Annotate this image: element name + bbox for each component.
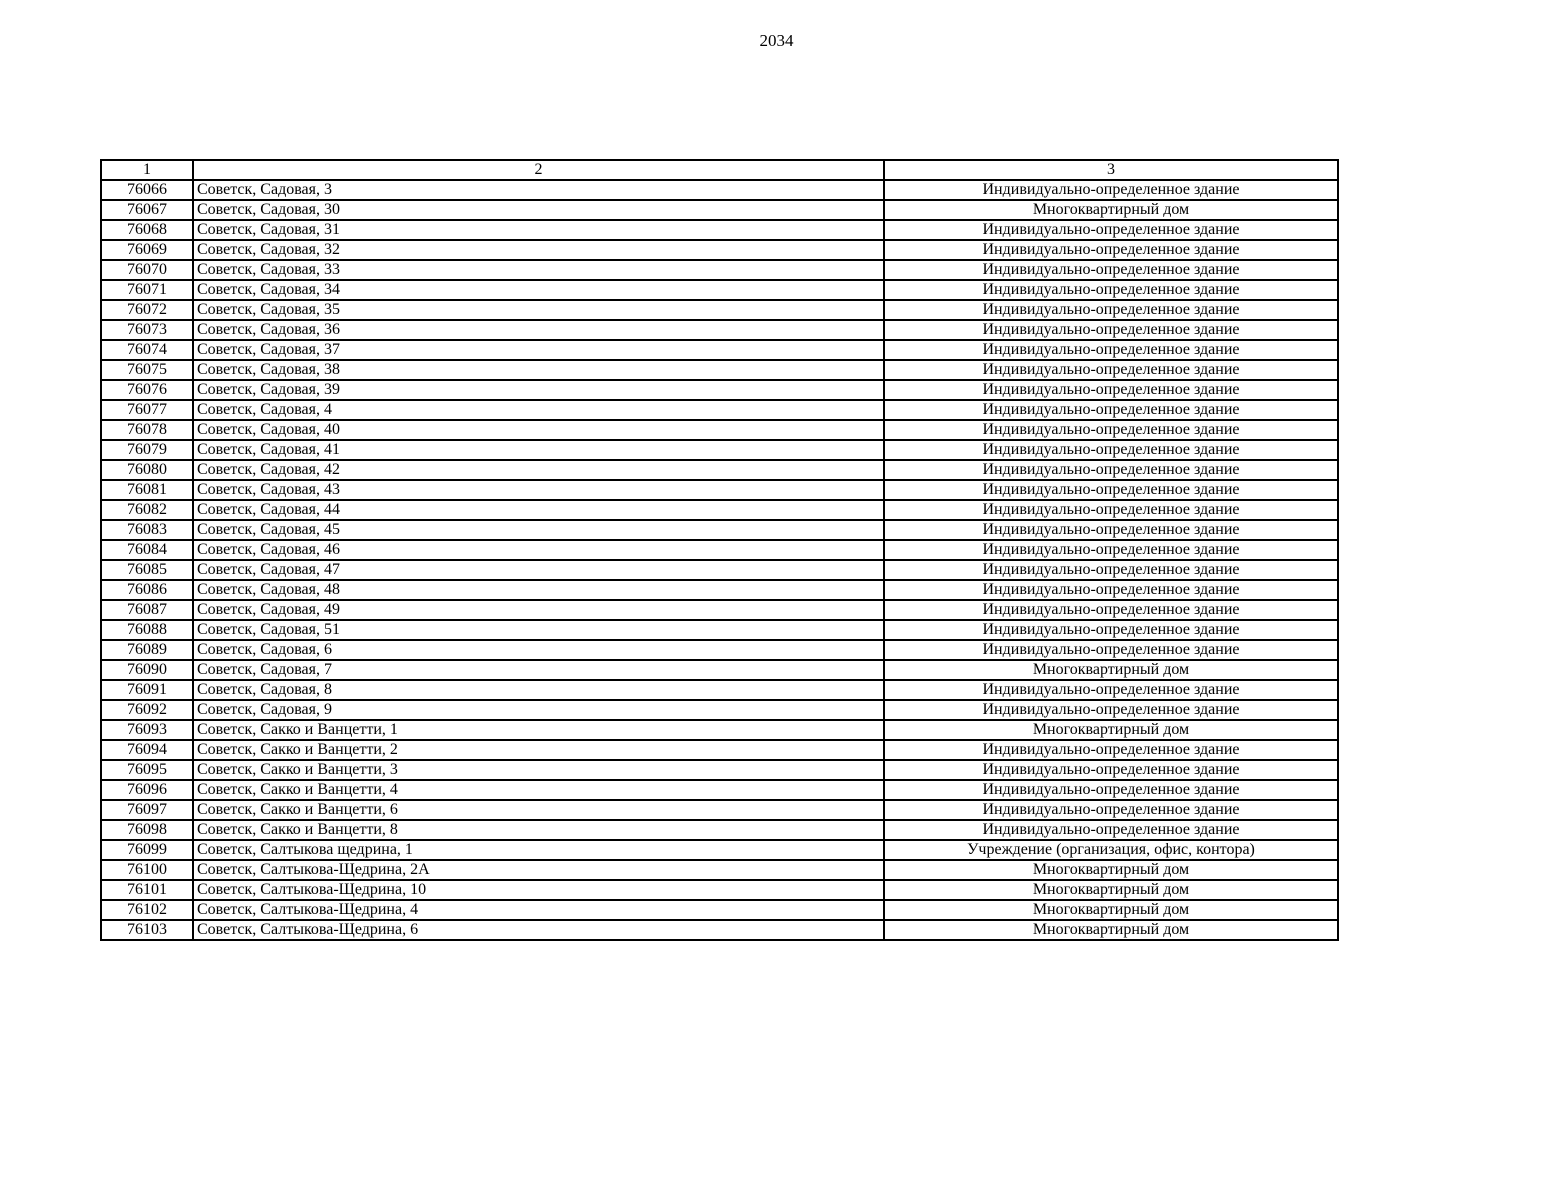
building-type-cell: Учреждение (организация, офис, контора): [884, 840, 1338, 860]
building-type-cell: Многоквартирный дом: [884, 720, 1338, 740]
row-number-cell: 76073: [101, 320, 193, 340]
building-type-cell: Индивидуально-определенное здание: [884, 420, 1338, 440]
row-number-cell: 76095: [101, 760, 193, 780]
address-cell: Советск, Садовая, 9: [193, 700, 884, 720]
building-type-cell: Индивидуально-определенное здание: [884, 540, 1338, 560]
building-type-cell: Индивидуально-определенное здание: [884, 520, 1338, 540]
address-cell: Советск, Садовая, 44: [193, 500, 884, 520]
column-header-3: 3: [884, 160, 1338, 180]
address-cell: Советск, Сакко и Ванцетти, 2: [193, 740, 884, 760]
row-number-cell: 76078: [101, 420, 193, 440]
row-number-cell: 76092: [101, 700, 193, 720]
building-type-cell: Индивидуально-определенное здание: [884, 800, 1338, 820]
building-type-cell: Многоквартирный дом: [884, 660, 1338, 680]
table-row: [101, 260, 1338, 280]
table-row: [101, 300, 1338, 320]
column-header-2: 2: [193, 160, 884, 180]
row-number-cell: 76100: [101, 860, 193, 880]
table-row: [101, 280, 1338, 300]
row-number-cell: 76080: [101, 460, 193, 480]
table-row: [101, 740, 1338, 760]
building-type-cell: Индивидуально-определенное здание: [884, 240, 1338, 260]
row-number-cell: 76068: [101, 220, 193, 240]
row-number-cell: 76099: [101, 840, 193, 860]
table-row: [101, 200, 1338, 220]
row-number-cell: 76096: [101, 780, 193, 800]
address-cell: Советск, Садовая, 32: [193, 240, 884, 260]
row-number-cell: 76093: [101, 720, 193, 740]
address-cell: Советск, Садовая, 37: [193, 340, 884, 360]
table-row: [101, 920, 1338, 940]
table-row: [101, 800, 1338, 820]
row-number-cell: 76066: [101, 180, 193, 200]
table-row: [101, 580, 1338, 600]
row-number-cell: 76077: [101, 400, 193, 420]
address-cell: Советск, Садовая, 8: [193, 680, 884, 700]
address-cell: Советск, Садовая, 31: [193, 220, 884, 240]
table-row: [101, 880, 1338, 900]
table-row: [101, 680, 1338, 700]
row-number-cell: 76090: [101, 660, 193, 680]
table-row: [101, 340, 1338, 360]
table-row: [101, 460, 1338, 480]
building-type-cell: Индивидуально-определенное здание: [884, 320, 1338, 340]
row-number-cell: 76070: [101, 260, 193, 280]
table-row: [101, 220, 1338, 240]
table-row: [101, 520, 1338, 540]
address-cell: Советск, Садовая, 30: [193, 200, 884, 220]
table-row: [101, 360, 1338, 380]
address-cell: Советск, Салтыкова-Щедрина, 4: [193, 900, 884, 920]
table-row: [101, 640, 1338, 660]
table-row: [101, 700, 1338, 720]
table-row: [101, 180, 1338, 200]
row-number-cell: 76074: [101, 340, 193, 360]
address-cell: Советск, Садовая, 49: [193, 600, 884, 620]
address-cell: Советск, Садовая, 39: [193, 380, 884, 400]
building-type-cell: Индивидуально-определенное здание: [884, 700, 1338, 720]
row-number-cell: 76081: [101, 480, 193, 500]
row-number-cell: 76084: [101, 540, 193, 560]
table-row: [101, 900, 1338, 920]
address-cell: Советск, Садовая, 51: [193, 620, 884, 640]
address-cell: Советск, Садовая, 43: [193, 480, 884, 500]
row-number-cell: 76069: [101, 240, 193, 260]
row-number-cell: 76102: [101, 900, 193, 920]
address-cell: Советск, Садовая, 33: [193, 260, 884, 280]
row-number-cell: 76094: [101, 740, 193, 760]
address-cell: Советск, Салтыкова-Щедрина, 6: [193, 920, 884, 940]
address-cell: Советск, Садовая, 38: [193, 360, 884, 380]
table-row: [101, 420, 1338, 440]
table-row: [101, 840, 1338, 860]
address-cell: Советск, Салтыкова-Щедрина, 2А: [193, 860, 884, 880]
address-cell: Советск, Садовая, 7: [193, 660, 884, 680]
building-type-cell: Индивидуально-определенное здание: [884, 580, 1338, 600]
address-cell: Советск, Садовая, 41: [193, 440, 884, 460]
row-number-cell: 76089: [101, 640, 193, 660]
table-row: [101, 780, 1338, 800]
address-cell: Советск, Садовая, 4: [193, 400, 884, 420]
row-number-cell: 76071: [101, 280, 193, 300]
address-cell: Советск, Сакко и Ванцетти, 1: [193, 720, 884, 740]
building-type-cell: Многоквартирный дом: [884, 860, 1338, 880]
address-cell: Советск, Садовая, 35: [193, 300, 884, 320]
row-number-cell: 76101: [101, 880, 193, 900]
row-number-cell: 76072: [101, 300, 193, 320]
building-type-cell: Многоквартирный дом: [884, 200, 1338, 220]
row-number-cell: 76091: [101, 680, 193, 700]
address-cell: Советск, Садовая, 40: [193, 420, 884, 440]
building-type-cell: Индивидуально-определенное здание: [884, 380, 1338, 400]
row-number-cell: 76067: [101, 200, 193, 220]
registry-table-body: [101, 160, 1338, 940]
table-row: [101, 620, 1338, 640]
row-number-cell: 76075: [101, 360, 193, 380]
address-cell: Советск, Салтыкова щедрина, 1: [193, 840, 884, 860]
table-row: [101, 400, 1338, 420]
building-type-cell: Многоквартирный дом: [884, 900, 1338, 920]
table-row: [101, 540, 1338, 560]
building-type-cell: Индивидуально-определенное здание: [884, 600, 1338, 620]
building-type-cell: Индивидуально-определенное здание: [884, 680, 1338, 700]
address-cell: Советск, Садовая, 45: [193, 520, 884, 540]
address-cell: Советск, Садовая, 48: [193, 580, 884, 600]
registry-table: [100, 159, 1339, 941]
table-row: [101, 560, 1338, 580]
building-type-cell: Индивидуально-определенное здание: [884, 300, 1338, 320]
building-type-cell: Индивидуально-определенное здание: [884, 260, 1338, 280]
building-type-cell: Индивидуально-определенное здание: [884, 400, 1338, 420]
building-type-cell: Индивидуально-определенное здание: [884, 500, 1338, 520]
row-number-cell: 76086: [101, 580, 193, 600]
building-type-cell: Индивидуально-определенное здание: [884, 780, 1338, 800]
table-row: [101, 380, 1338, 400]
row-number-cell: 76088: [101, 620, 193, 640]
address-cell: Советск, Садовая, 42: [193, 460, 884, 480]
building-type-cell: Индивидуально-определенное здание: [884, 760, 1338, 780]
address-cell: Советск, Садовая, 47: [193, 560, 884, 580]
row-number-cell: 76085: [101, 560, 193, 580]
table-row: [101, 720, 1338, 740]
address-cell: Советск, Сакко и Ванцетти, 8: [193, 820, 884, 840]
row-number-cell: 76098: [101, 820, 193, 840]
page-number: 2034: [759, 31, 794, 50]
building-type-cell: Индивидуально-определенное здание: [884, 620, 1338, 640]
table-row: [101, 440, 1338, 460]
address-cell: Советск, Салтыкова-Щедрина, 10: [193, 880, 884, 900]
table-header-row: [101, 160, 1338, 180]
column-header-1: 1: [101, 160, 193, 180]
address-cell: Советск, Садовая, 34: [193, 280, 884, 300]
building-type-cell: Индивидуально-определенное здание: [884, 280, 1338, 300]
building-type-cell: Индивидуально-определенное здание: [884, 440, 1338, 460]
table-row: [101, 660, 1338, 680]
row-number-cell: 76097: [101, 800, 193, 820]
address-cell: Советск, Садовая, 46: [193, 540, 884, 560]
address-cell: Советск, Садовая, 6: [193, 640, 884, 660]
building-type-cell: Индивидуально-определенное здание: [884, 220, 1338, 240]
building-type-cell: Индивидуально-определенное здание: [884, 740, 1338, 760]
address-cell: Советск, Сакко и Ванцетти, 4: [193, 780, 884, 800]
building-type-cell: Многоквартирный дом: [884, 880, 1338, 900]
address-cell: Советск, Сакко и Ванцетти, 3: [193, 760, 884, 780]
row-number-cell: 76082: [101, 500, 193, 520]
table-row: [101, 240, 1338, 260]
table-row: [101, 760, 1338, 780]
building-type-cell: Индивидуально-определенное здание: [884, 360, 1338, 380]
table-row: [101, 500, 1338, 520]
row-number-cell: 76087: [101, 600, 193, 620]
row-number-cell: 76079: [101, 440, 193, 460]
address-cell: Советск, Садовая, 36: [193, 320, 884, 340]
table-row: [101, 820, 1338, 840]
building-type-cell: Индивидуально-определенное здание: [884, 640, 1338, 660]
building-type-cell: Индивидуально-определенное здание: [884, 820, 1338, 840]
building-type-cell: Индивидуально-определенное здание: [884, 340, 1338, 360]
building-type-cell: Индивидуально-определенное здание: [884, 180, 1338, 200]
row-number-cell: 76083: [101, 520, 193, 540]
building-type-cell: Индивидуально-определенное здание: [884, 460, 1338, 480]
table-row: [101, 480, 1338, 500]
address-cell: Советск, Садовая, 3: [193, 180, 884, 200]
table-row: [101, 860, 1338, 880]
row-number-cell: 76076: [101, 380, 193, 400]
table-row: [101, 600, 1338, 620]
row-number-cell: 76103: [101, 920, 193, 940]
table-row: [101, 320, 1338, 340]
building-type-cell: Многоквартирный дом: [884, 920, 1338, 940]
address-cell: Советск, Сакко и Ванцетти, 6: [193, 800, 884, 820]
building-type-cell: Индивидуально-определенное здание: [884, 480, 1338, 500]
building-type-cell: Индивидуально-определенное здание: [884, 560, 1338, 580]
